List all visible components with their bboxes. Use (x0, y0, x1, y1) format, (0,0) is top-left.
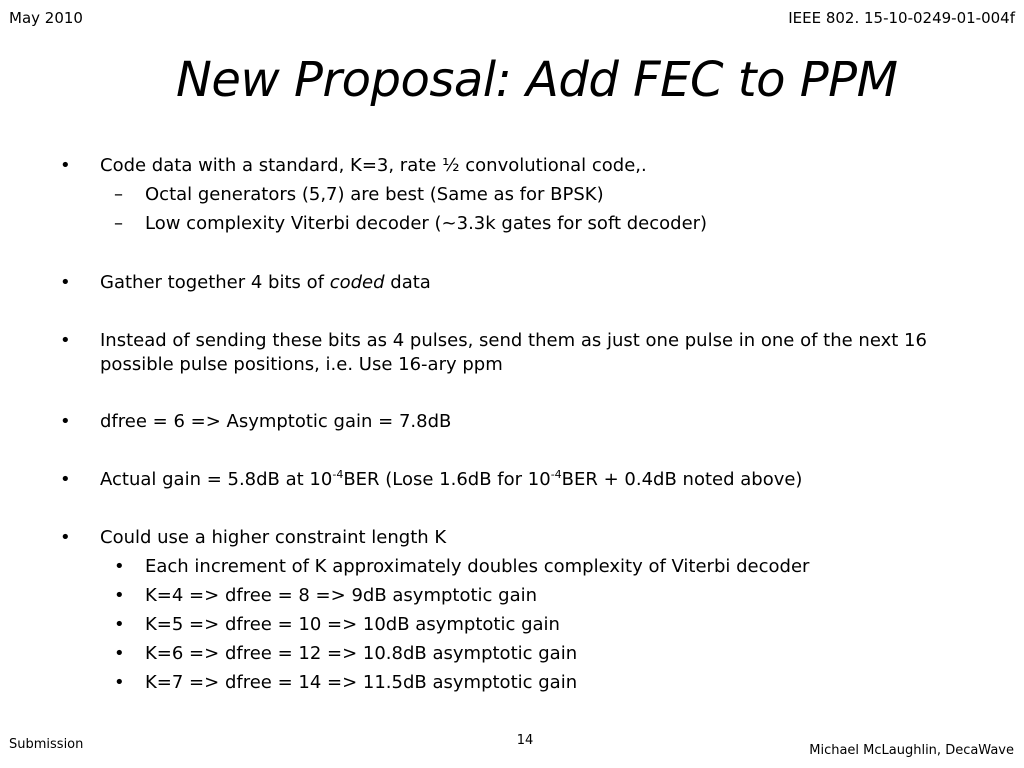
sub-bullet-k5: K=5 => dfree = 10 => 10dB asymptotic gain (145, 614, 560, 635)
sub-bullet-marker: – (114, 213, 123, 234)
bullet-marker: • (60, 330, 71, 351)
sub-bullet-k4: K=4 => dfree = 8 => 9dB asymptotic gain (145, 585, 538, 606)
sub-bullet-marker: – (114, 184, 123, 205)
bullet-actual-gain-exponent-1: -4 (332, 468, 344, 481)
sub-bullet-k6: K=6 => dfree = 12 => 10.8dB asymptotic gain (145, 643, 578, 664)
bullet-marker: • (60, 469, 71, 490)
sub-bullet-marker: • (114, 585, 125, 606)
footer-page-number: 14 (516, 733, 534, 748)
bullet-marker: • (60, 411, 71, 432)
bullet-gather-bits-emphasis: coded (329, 272, 385, 293)
bullet-gather-bits (100, 271, 980, 295)
header-doc-id: IEEE 802. 15-10-0249-01-004f (788, 9, 1015, 27)
header-date: May 2010 (9, 9, 83, 27)
sub-bullet-marker: • (114, 672, 125, 693)
bullet-16-ary-ppm: Instead of sending these bits as 4 pulses, send them as just one pulse in one of the next 16 possible pulse positions, i.e. Use 16-ary ppm (100, 330, 927, 375)
bullet-actual-gain-part3: BER + 0.4dB noted above) (561, 469, 803, 490)
bullet-actual-gain-part2: BER (Lose 1.6dB for 10 (343, 469, 551, 490)
bullet-gather-bits-pre: Gather together 4 bits of (100, 272, 330, 293)
sub-bullet-marker: • (114, 556, 125, 577)
bullet-gather-bits-post: data (384, 272, 431, 293)
bullet-code-data: Code data with a standard, K=3, rate ½ convolutional code,. (100, 155, 647, 176)
bullet-actual-gain-exponent-2: -4 (550, 468, 562, 481)
bullet-higher-constraint: Could use a higher constraint length K (100, 527, 447, 548)
sub-bullet-increment-k: Each increment of K approximately doubles complexity of Viterbi decoder (145, 556, 810, 577)
sub-bullet-viterbi-complexity: Low complexity Viterbi decoder (~3.3k gates for soft decoder) (145, 213, 708, 234)
bullet-dfree-6: dfree = 6 => Asymptotic gain = 7.8dB (100, 411, 452, 432)
bullet-marker: • (60, 527, 71, 548)
sub-bullet-k7: K=7 => dfree = 14 => 11.5dB asymptotic gain (145, 672, 578, 693)
bullet-marker: • (60, 155, 71, 176)
bullet-actual-gain-part1: Actual gain = 5.8dB at 10 (100, 469, 333, 490)
bullet-actual-gain (100, 468, 980, 492)
slide-title: New Proposal: Add FEC to PPM (176, 52, 898, 108)
sub-bullet-marker: • (114, 643, 125, 664)
sub-bullet-octal-generators: Octal generators (5,7) are best (Same as for BPSK) (145, 184, 604, 205)
sub-bullet-marker: • (114, 614, 125, 635)
footer-author: Michael McLaughlin, DecaWave (809, 743, 1014, 758)
footer-submission: Submission (9, 737, 84, 752)
bullet-marker: • (60, 272, 71, 293)
